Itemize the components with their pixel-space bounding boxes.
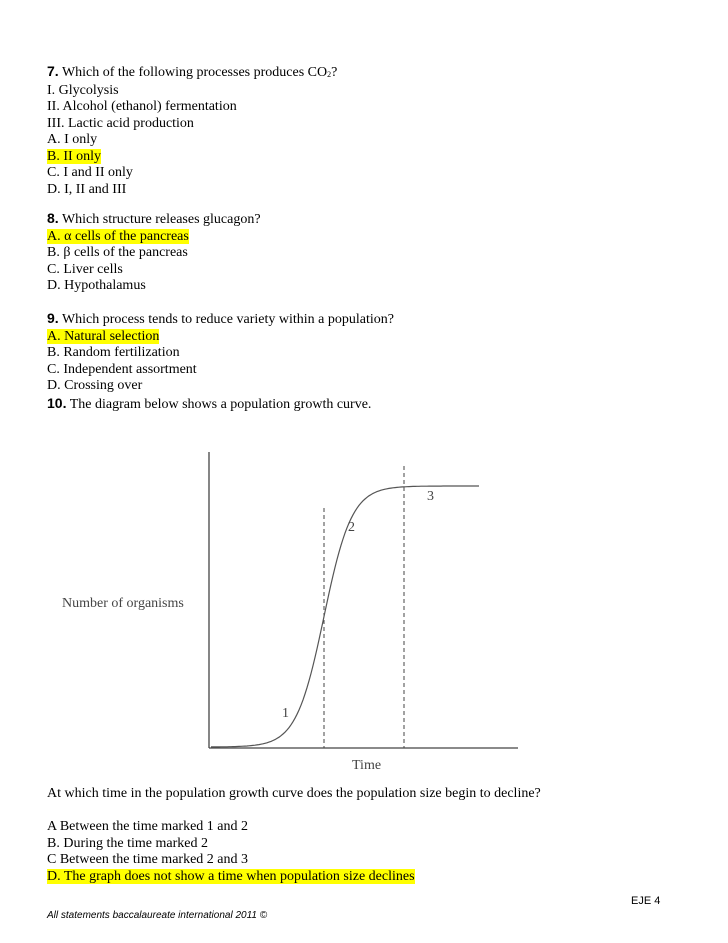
question-number: 10. <box>47 394 67 411</box>
option-a-answer: A. α cells of the pancreas <box>47 228 189 244</box>
option-a: A. I only <box>47 132 98 147</box>
option-c: C. Liver cells <box>47 261 123 277</box>
option-a: A Between the time marked 1 and 2 <box>47 819 248 834</box>
statement-line: III. Lactic acid production <box>47 115 194 131</box>
question-number: 9. <box>47 310 59 326</box>
statement-line: II. Alcohol (ethanol) fermentation <box>47 99 237 114</box>
option-c: C Between the time marked 2 and 3 <box>47 852 248 867</box>
option-c: C. I and II only <box>47 165 133 180</box>
question-number: 8. <box>47 210 59 226</box>
option-b: B. Random fertilization <box>47 345 180 360</box>
question-10-body <box>47 786 541 885</box>
page-code: EJE 4 <box>631 895 661 907</box>
subscript: 2 <box>327 70 332 79</box>
x-axis-label: Time <box>352 758 382 773</box>
question-text: Which of the following processes produces CO <box>61 65 328 80</box>
option-b-answer: B. II only <box>47 148 102 164</box>
phase-label-1: 1 <box>282 706 289 721</box>
question-text: Which structure releases glucagon? <box>61 212 261 227</box>
option-d: D. Crossing over <box>47 378 143 393</box>
option-b: B. β cells of the pancreas <box>47 245 188 260</box>
question-text: Which process tends to reduce variety within a population? <box>61 312 394 327</box>
y-axis-label: Number of organisms <box>62 596 184 611</box>
question-number: 7. <box>47 63 59 79</box>
phase-label-2: 2 <box>348 520 355 535</box>
option-b: B. During the time marked 2 <box>47 835 208 851</box>
option-d: D. Hypothalamus <box>47 278 146 293</box>
phase-label-3: 3 <box>427 489 434 504</box>
option-d-answer: D. The graph does not show a time when population size declines <box>47 868 415 884</box>
option-a-answer: A. Natural selection <box>47 328 160 344</box>
option-d: D. I, II and III <box>47 181 127 197</box>
statement-line: I. Glycolysis <box>47 82 119 98</box>
question-text: The diagram below shows a population growth curve. <box>69 396 372 412</box>
option-c: C. Independent assortment <box>47 361 197 377</box>
copyright-footer: All statements baccalaureate international 2011 © <box>47 910 268 921</box>
growth-curve <box>211 486 479 747</box>
question-10-text: At which time in the population growth curve does the population size begin to decline? <box>47 786 541 801</box>
question-mark: ? <box>331 65 338 80</box>
